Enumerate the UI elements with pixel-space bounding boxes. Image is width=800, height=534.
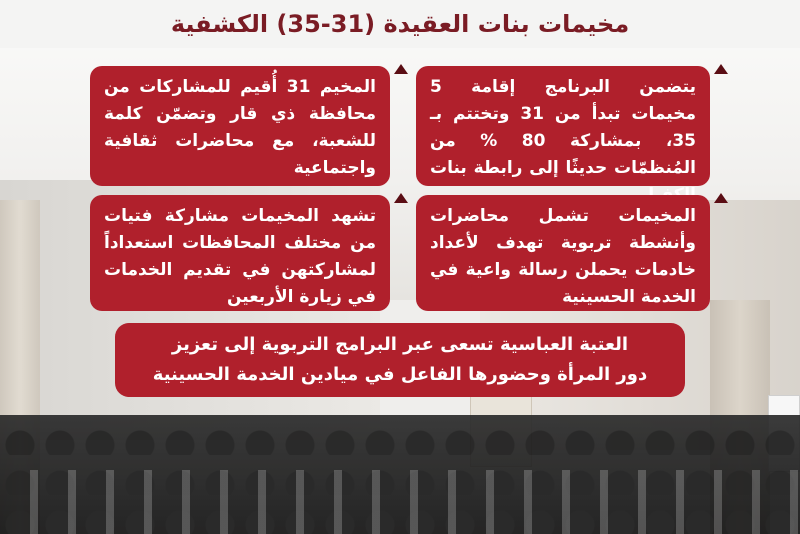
info-card-camp-31 — [90, 66, 390, 186]
triangle-icon — [714, 193, 728, 203]
card-text: تشهد المخيمات مشاركة فتيات من مختلف المحافظات استعداداً لمشاركتهن في تقديم الخدمات في زيارة الأربعين — [104, 206, 376, 307]
info-card-participation — [90, 195, 390, 311]
triangle-icon — [394, 193, 408, 203]
triangle-icon — [714, 64, 728, 74]
chairs — [0, 470, 800, 534]
card-text: المخيم 31 أُقيم للمشاركات من محافظة ذي قار وتضمّن كلمة للشعبة، مع محاضرات ثقافية واجتماعية — [104, 77, 376, 178]
summary-banner — [115, 323, 685, 397]
page-title: مخيمات بنات العقيدة (31-35) الكشفية — [0, 0, 800, 48]
triangle-icon — [394, 64, 408, 74]
info-card-program — [416, 66, 710, 186]
card-text: المخيمات تشمل محاضرات وأنشطة تربوية تهدف لأعداد خادمات يحملن رسالة واعية في الخدمة الحسينية — [430, 206, 696, 307]
banner-line-2: دور المرأة وحضورها الفاعل في ميادين الخدمة الحسينية — [152, 364, 648, 385]
info-card-lectures — [416, 195, 710, 311]
card-text: يتضمن البرنامج إقامة 5 مخيمات تبدأ من 31 وتختتم بـ 35، بمشاركة 80 % من المُنظمّات حديثًا إلى رابطة بنات — [430, 77, 696, 178]
banner-line-1: العتبة العباسية تسعى عبر البرامج التربوية إلى تعزيز — [171, 334, 629, 355]
